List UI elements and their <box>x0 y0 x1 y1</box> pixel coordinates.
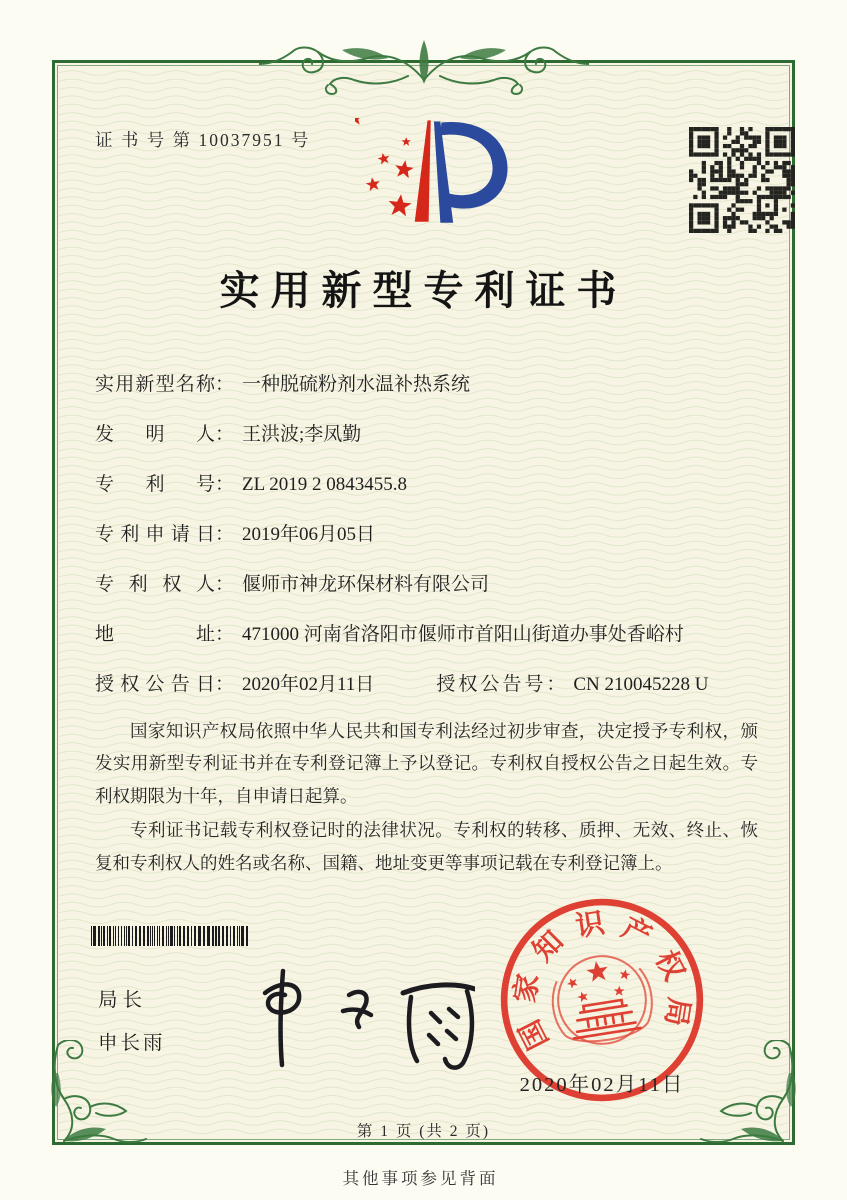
qr-code <box>689 127 795 233</box>
legal-text <box>95 715 758 881</box>
field-label: 发明人 <box>95 424 215 445</box>
grant-number-group <box>436 671 708 698</box>
back-side-note: 其他事项参见背面 <box>342 1169 499 1188</box>
field-row-patent-no <box>95 471 755 498</box>
field-value: 471000 河南省洛阳市偃师市首阳山街道办事处香峪村 <box>242 624 684 645</box>
certificate-frame <box>52 60 795 1145</box>
top-border-ornament <box>259 34 589 96</box>
svg-text:权: 权 <box>648 946 690 986</box>
field-row-patentee <box>95 571 755 598</box>
field-value: 王洪波;李凤勤 <box>242 424 362 445</box>
colon: ： <box>215 674 235 695</box>
svg-text:局: 局 <box>658 995 694 1029</box>
page-number: 第 1 页 (共 2 页) <box>356 1123 491 1140</box>
field-row-filing-date <box>95 521 755 548</box>
field-label: 实用新型名称 <box>95 374 215 395</box>
svg-text:家: 家 <box>510 971 546 1005</box>
field-value: 一种脱硫粉剂水温补热系统 <box>242 374 471 395</box>
field-label: 专利权人 <box>95 574 215 595</box>
certificate-title: 实用新型专利证书 <box>219 268 628 313</box>
colon: ： <box>546 674 566 695</box>
field-list <box>95 371 755 721</box>
director-title: 局长 <box>98 990 148 1011</box>
svg-text:产: 产 <box>616 912 656 954</box>
seal-date: 2020年02月11日 <box>519 1074 685 1096</box>
field-row-address <box>95 621 755 648</box>
field-row-inventors <box>95 421 755 448</box>
field-value: 2019年06月05日 <box>242 524 376 545</box>
colon: ： <box>215 524 235 545</box>
svg-text:识: 识 <box>573 908 607 944</box>
field-label: 专利号 <box>95 474 215 495</box>
director-name: 申长雨 <box>98 1033 166 1054</box>
field-value: ZL 2019 2 0843455.8 <box>242 474 408 495</box>
field-value: CN 210045228 U <box>573 674 709 695</box>
field-value: 2020年02月11日 <box>242 674 375 695</box>
field-label: 授权公告日 <box>95 674 215 695</box>
colon: ： <box>215 374 235 395</box>
field-label: 专利申请日 <box>95 524 215 545</box>
legal-paragraph-1: 国家知识产权局依照中华人民共和国专利法经过初步审查，决定授予专利权，颁发实用新型专利证书并在专利登记簿上予以登记。专利权自授权公告之日起生效。专利权期限为十年，自申请日起算。 <box>95 721 758 806</box>
field-label: 授权公告号 <box>436 674 547 695</box>
legal-paragraph-2: 专利证书记载专利权登记时的法律状况。专利权的转移、质押、无效、终止、恢复和专利权人的姓名或名称、国籍、地址变更等事项记载在专利登记簿上。 <box>95 820 758 873</box>
cnipa-logo-icon <box>355 118 515 238</box>
colon: ： <box>215 474 235 495</box>
field-row-grant <box>95 671 755 698</box>
colon: ： <box>215 574 235 595</box>
field-row-name <box>95 371 755 398</box>
field-label: 地址 <box>95 624 215 645</box>
colon: ： <box>215 424 235 445</box>
svg-text:知: 知 <box>527 925 570 968</box>
certificate-number: 证 书 号 第 10037951 号 <box>95 130 311 150</box>
barcode-1d <box>91 926 249 946</box>
director-signature-handwriting <box>225 955 475 1073</box>
svg-text:国: 国 <box>514 1014 556 1054</box>
field-value: 偃师市神龙环保材料有限公司 <box>242 574 490 595</box>
colon: ： <box>215 624 235 645</box>
